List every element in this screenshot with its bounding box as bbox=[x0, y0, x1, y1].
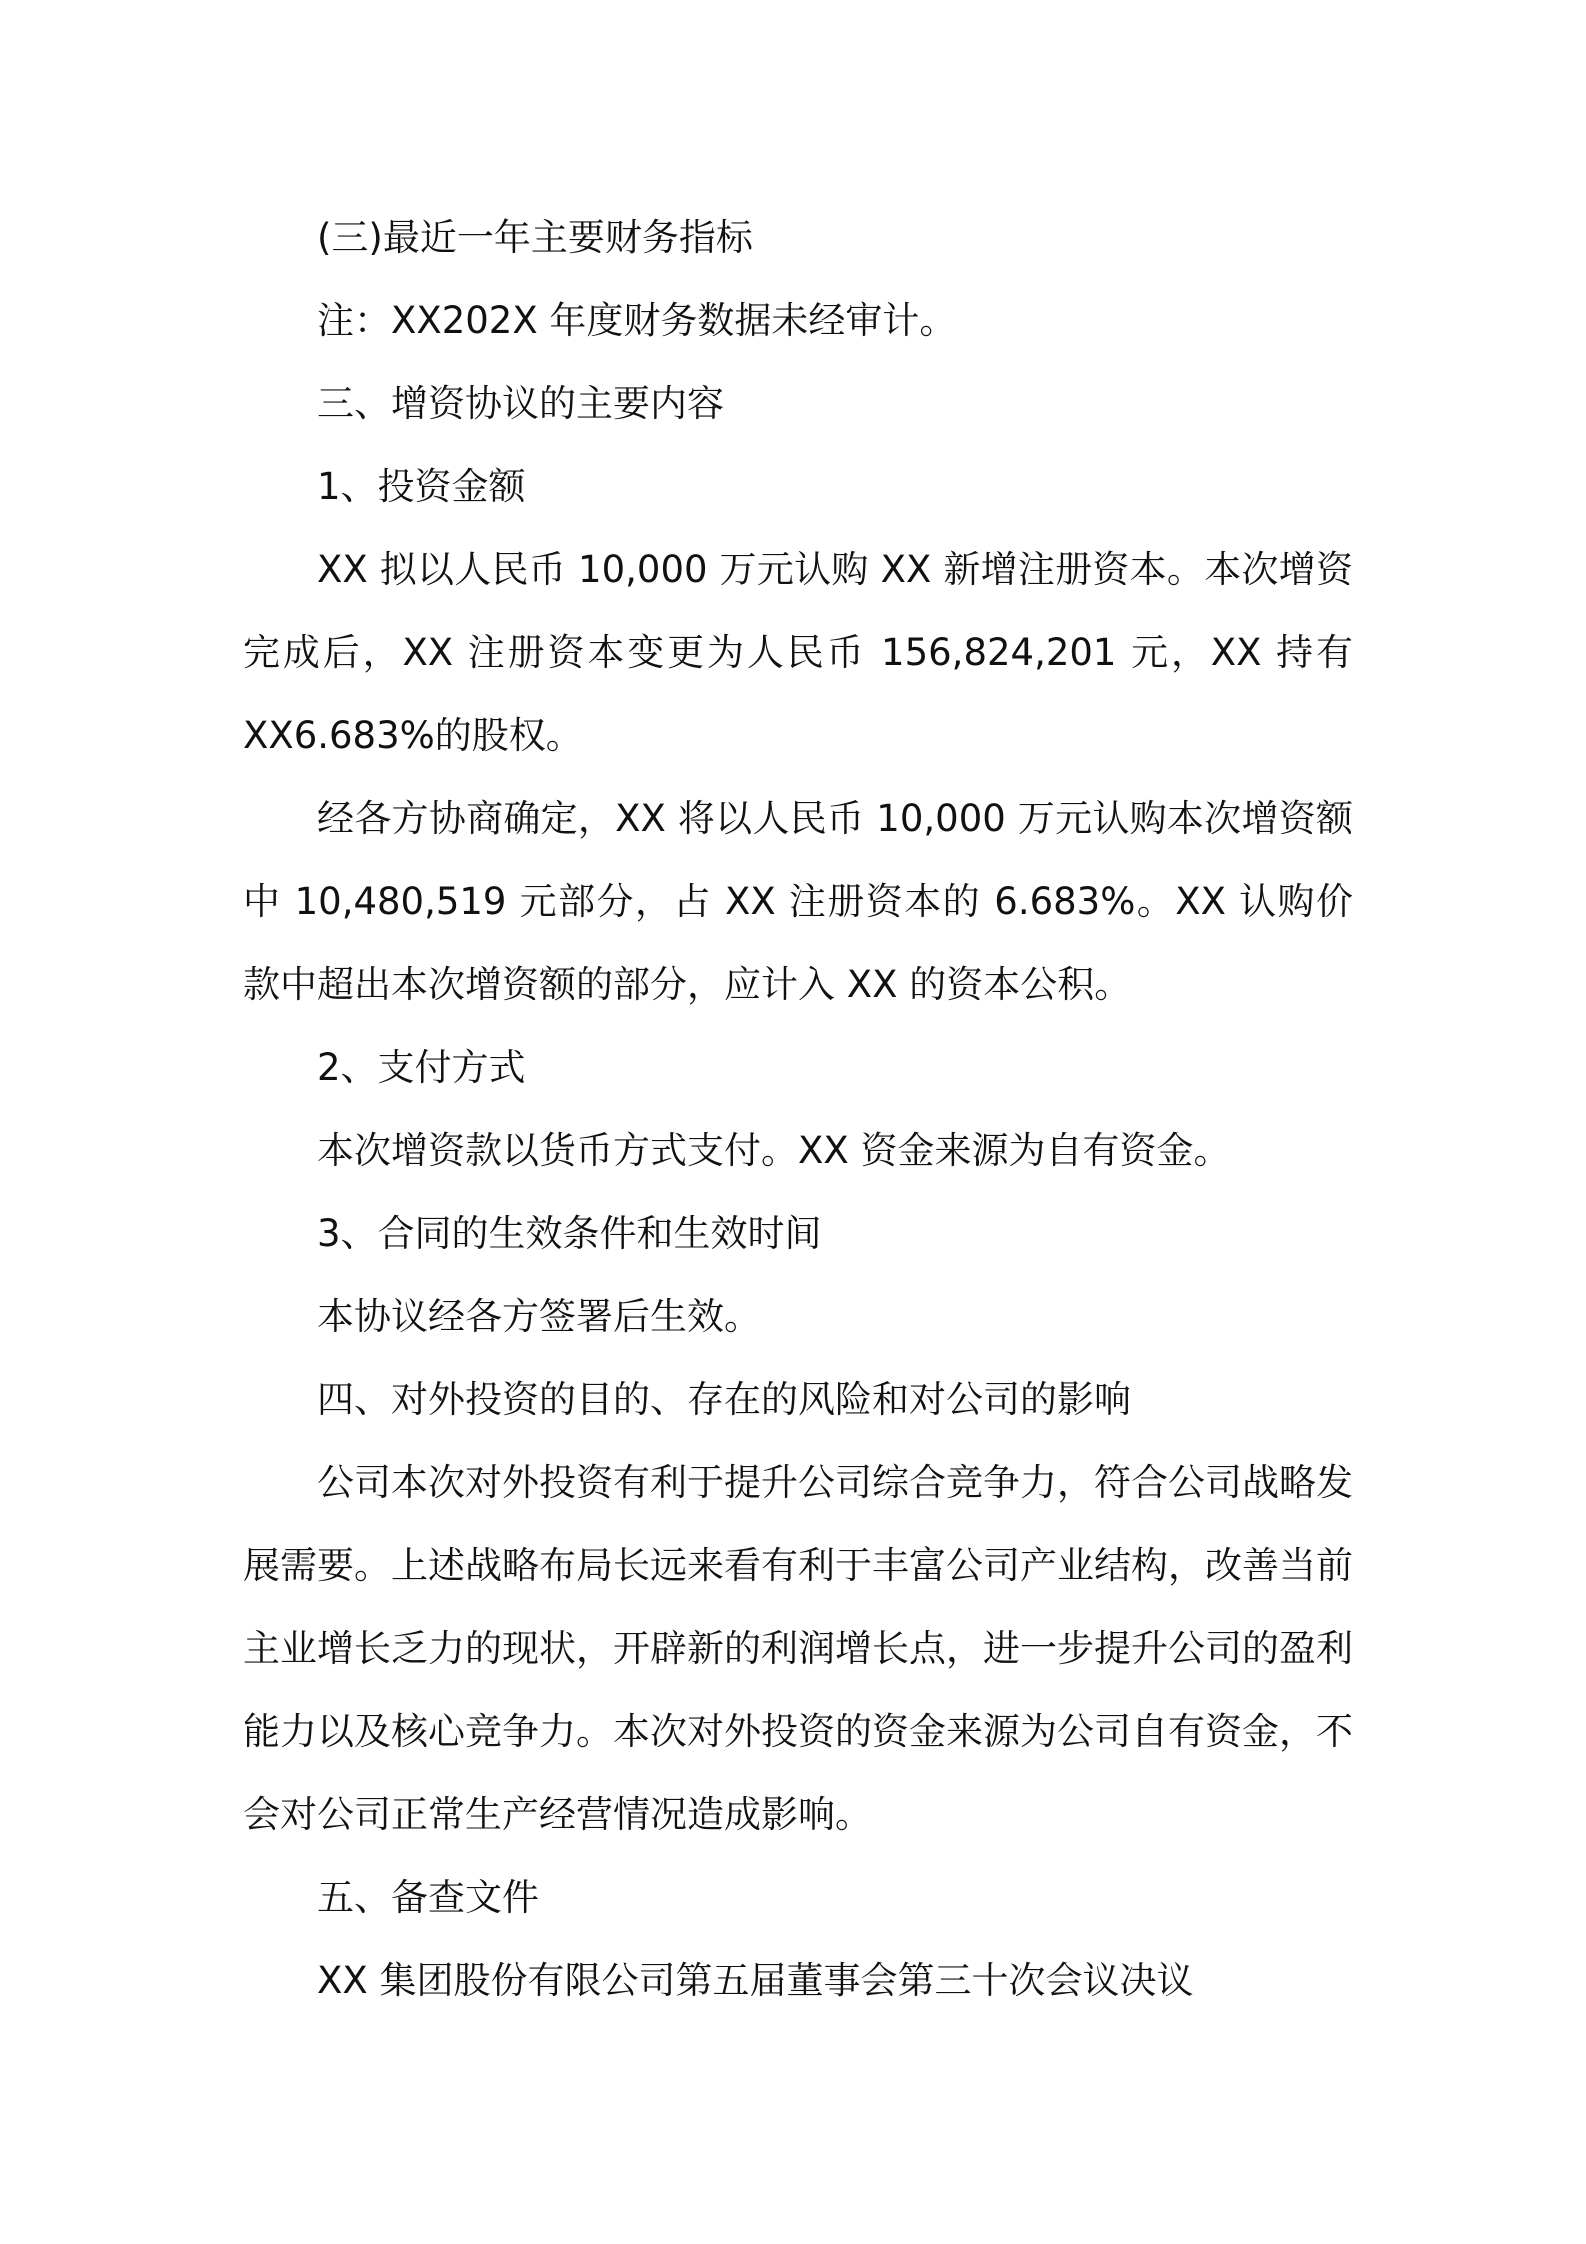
item-3-title: 3、合同的生效条件和生效时间 bbox=[317, 1212, 822, 1255]
section-4-paragraph: 公司本次对外投资有利于提升公司综合竞争力，符合公司战略发展需要。上述战略布局长远来看有利于丰富公司产业结构，改善当前主业增长乏力的现状，开辟新的利润增长点，进一步提升公司的盈利能力以及核心竞争力。本次对外投资的资金来源为公司自有资金，不会对公司正常生产经营情况造成影响。 bbox=[243, 1461, 1353, 1836]
unaudited-note: 注：XX202X 年度财务数据未经审计。 bbox=[317, 299, 957, 342]
section-4-title: 四、对外投资的目的、存在的风险和对公司的影响 bbox=[317, 1378, 1131, 1421]
item-1-paragraph-1: XX 拟以人民币 10,000 万元认购 XX 新增注册资本。本次增资完成后，XX 注册资本变更为人民币 156,824,201 元，XX 持有 XX6.683%的股权。 bbox=[243, 548, 1353, 757]
document-body bbox=[243, 196, 1353, 2022]
financials-heading: (三)最近一年主要财务指标 bbox=[317, 216, 753, 259]
item-2-title: 2、支付方式 bbox=[317, 1046, 526, 1089]
item-3-text: 本协议经各方签署后生效。 bbox=[317, 1295, 761, 1338]
item-1-paragraph-2: 经各方协商确定，XX 将以人民币 10,000 万元认购本次增资额中 10,480,519 元部分，占 XX 注册资本的 6.683%。XX 认购价款中超出本次增资额的部分，应计入 XX 的资本公积。 bbox=[243, 797, 1353, 1006]
section-5-text: XX 集团股份有限公司第五届董事会第三十次会议决议 bbox=[317, 1959, 1194, 2002]
section-3-title: 三、增资协议的主要内容 bbox=[317, 382, 724, 425]
item-1-title: 1、投资金额 bbox=[317, 465, 526, 508]
section-5-title: 五、备查文件 bbox=[317, 1876, 539, 1919]
item-2-text: 本次增资款以货币方式支付。XX 资金来源为自有资金。 bbox=[317, 1129, 1231, 1172]
